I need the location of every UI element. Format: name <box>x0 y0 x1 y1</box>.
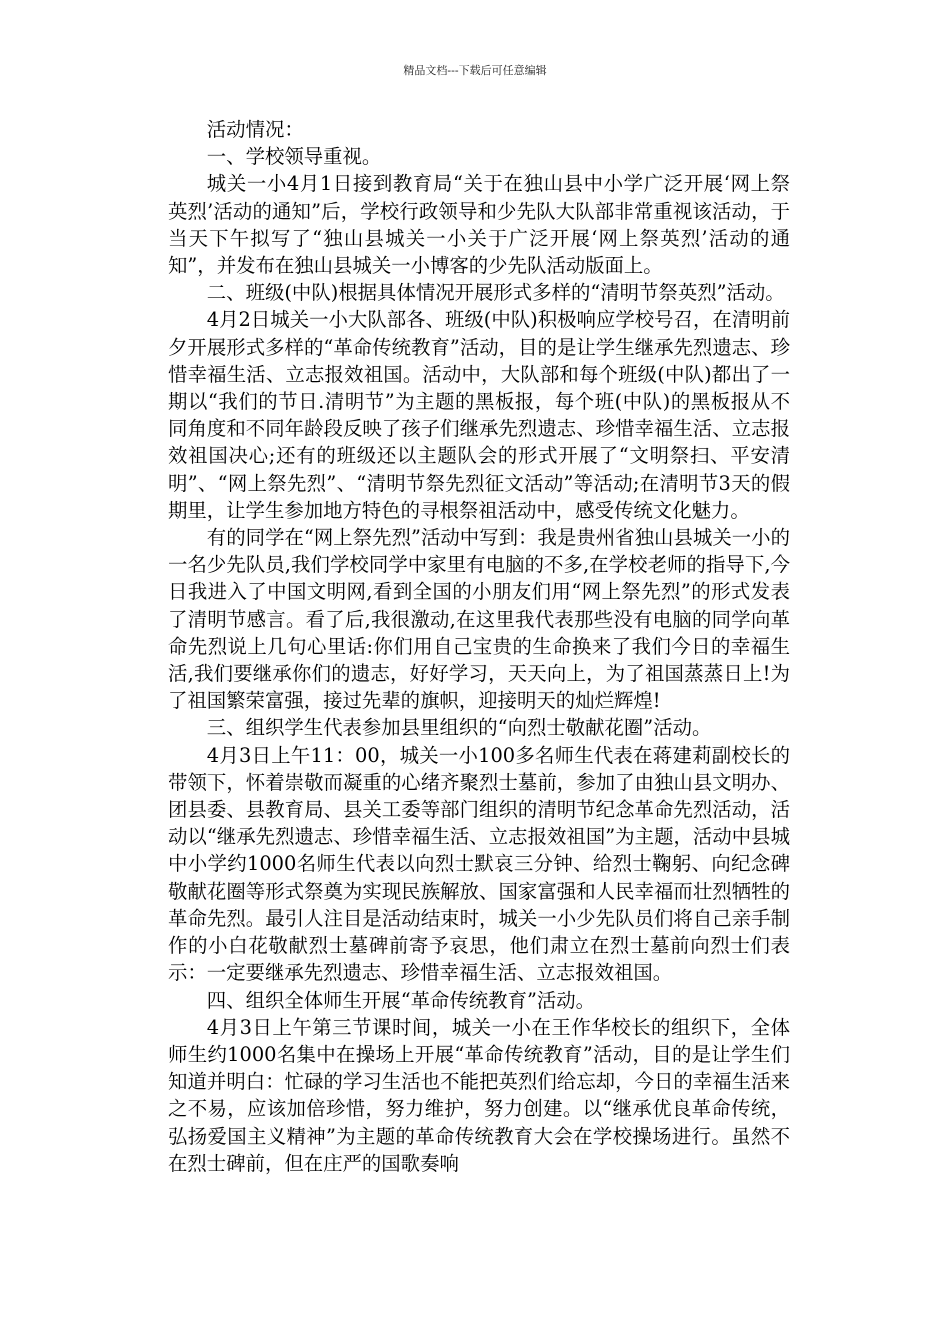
paragraph-section-1: 城关一小4月1日接到教育局“关于在独山县中小学广泛开展‘网上祭英烈’活动的通知”后，学校行政领导和少先队大队部非常重视该活动，于当天下午拟写了“独山县城关一小关于广泛开展‘网上祭英烈’活动的通知”，并发布在独山县城关一小博客的少先队活动版面上。 <box>168 172 790 278</box>
paragraph-section-4: 4月3日上午第三节课时间，城关一小在王作华校长的组织下，全体师生约1000名集中在操场上开展“革命传统教育”活动，目的是让学生们知道并明白：忙碌的学习生活也不能把英烈们给忘却，今日的幸福生活来之不易，应该加倍珍惜，努力维护，努力创建。以“继承优良革命传统，弘扬爱国主义精神”为主题的革命传统教育大会在学校操场进行。虽然不在烈士碑前，但在庄严的国歌奏响 <box>168 1015 790 1175</box>
paragraph-section-2: 4月2日城关一小大队部各、班级(中队)积极响应学校号召，在清明前夕开展形式多样的“革命传统教育”活动，目的是让学生继承先烈遗志、珍惜幸福生活、立志报效祖国。活动中，大队部和每个班级(中队)都出了一期以“我们的节日.清明节”为主题的黑板报，每个班(中队)的黑板报从不同角度和不同年龄段反映了孩子们继承先烈遗志、珍惜幸福生活、立志报效祖国决心;还有的班级还以主题队会的形式开展了“文明祭扫、平安清明”、“网上祭先烈”、“清明节祭先烈征文活动”等活动;在清明节3天的假期里，让学生参加地方特色的寻根祭祖活动中，感受传统文化魅力。 <box>168 308 790 522</box>
paragraph-student-quote: 有的同学在“网上祭先烈”活动中写到：我是贵州省独山县城关一小的一名少先队员,我们学校同学中家里有电脑的不多,在学校老师的指导下,今日我进入了中国文明网,看到全国的小朋友们用“网上祭先烈”的形式发表了清明节感言。看了后,我很激动,在这里我代表那些没有电脑的同学向革命先烈说上几句心里话:你们用自己宝贵的生命换来了我们今日的幸福生活,我们要继承你们的遗志，好好学习，天天向上，为了祖国蒸蒸日上!为了祖国繁荣富强，接过先辈的旗帜，迎接明天的灿烂辉煌! <box>168 526 790 713</box>
heading-section-1: 一、学校领导重视。 <box>206 145 382 169</box>
heading-section-2: 二、班级(中队)根据具体情况开展形式多样的“清明节祭英烈”活动。 <box>206 281 785 305</box>
paragraph-activity-status: 活动情况： <box>206 118 304 141</box>
document-body <box>168 116 790 1177</box>
heading-section-3: 三、组织学生代表参加县里组织的“向烈士敬献花圈”活动。 <box>206 716 712 740</box>
heading-section-4: 四、组织全体师生开展“革命传统教育”活动。 <box>206 988 596 1012</box>
paragraph-section-3: 4月3日上午11：00，城关一小100多名师生代表在蒋建莉副校长的带领下，怀着崇敬而凝重的心绪齐聚烈士墓前，参加了由独山县文明办、团县委、县教育局、县关工委等部门组织的清明节纪念革命先烈活动，活动以“继承先烈遗志、珍惜幸福生活、立志报效祖国”为主题，活动中县城中小学约1000名师生代表以向烈士默哀三分钟、给烈士鞠躬、向纪念碑敬献花圈等形式祭奠为实现民族解放、国家富强和人民幸福而壮烈牺牲的革命先烈。最引人注目是活动结束时，城关一小少先队员们将自己亲手制作的小白花敬献烈士墓碑前寄予哀思，他们肃立在烈士墓前向烈士们表示：一定要继承先烈遗志、珍惜幸福生活、立志报效祖国。 <box>168 743 790 985</box>
page-header: 精品文档---下载后可任意编辑 <box>403 64 547 77</box>
